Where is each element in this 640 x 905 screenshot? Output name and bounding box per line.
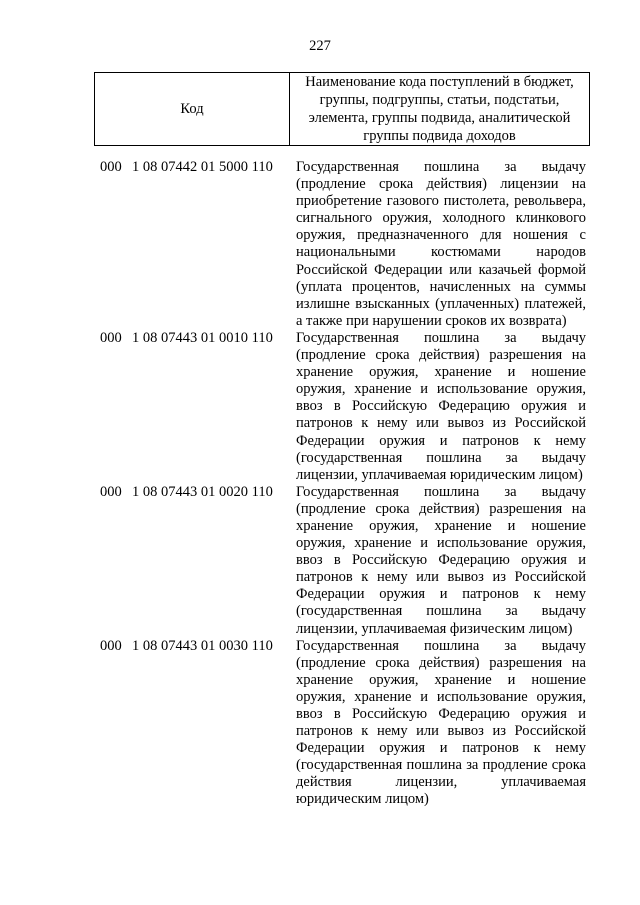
- header-row: [95, 73, 590, 146]
- description-line: Федерации оружия и патронов к нему: [296, 432, 586, 449]
- description-line: (государственная пошлина за выдачу: [296, 603, 586, 620]
- description-line: хранение оружия, хранение и ношение: [296, 671, 586, 688]
- table-body: [100, 159, 590, 809]
- description-line: Государственная пошлина за выдачу: [296, 329, 586, 346]
- description-line: национальными костюмами народов: [296, 244, 586, 261]
- revenue-code-cell: 1 08 07443 01 0020 110: [132, 483, 273, 500]
- description-cell: [296, 638, 586, 809]
- revenue-code-cell: 1 08 07442 01 5000 110: [132, 159, 273, 175]
- header-code-cell: Код: [95, 73, 290, 146]
- header-name-line: Наименование кода поступлений в бюджет,: [305, 74, 574, 90]
- description-line: (государственная пошлина за продление срока: [296, 757, 586, 774]
- admin-code-cell: 000: [100, 159, 122, 175]
- table-row: [100, 484, 590, 638]
- description-line: действия лицензии, уплачиваемая: [296, 774, 586, 791]
- description-line: излишне взысканных (уплаченных) платежей,: [296, 295, 586, 312]
- description-line: ввоз в Российскую Федерацию оружия и: [296, 398, 586, 415]
- description-line: (продление срока действия) разрешения на: [296, 654, 586, 671]
- header-name-line: группы подвида доходов: [363, 128, 516, 144]
- description-line: а также при нарушении сроков их возврата): [296, 312, 567, 329]
- description-line: (продление срока действия) разрешения на: [296, 500, 586, 517]
- description-line: оружия, предназначенного для ношения с: [296, 227, 586, 244]
- description-line: Российской Федерации или казачьей формой: [296, 261, 586, 278]
- description-cell: [296, 159, 586, 330]
- header-name-line: группы, подгруппы, статьи, подстатьи,: [319, 92, 560, 108]
- description-line: хранение оружия, хранение и ношение: [296, 517, 586, 534]
- description-line: (уплата процентов, начисленных на суммы: [296, 278, 586, 295]
- header-name-cell: [290, 73, 590, 146]
- description-line: лицензии, уплачиваемая юридическим лицом): [296, 466, 583, 483]
- table-row: [100, 638, 590, 809]
- admin-code-cell: 000: [100, 483, 122, 500]
- table-header: [94, 72, 590, 146]
- description-line: юридическим лицом): [296, 791, 429, 808]
- description-cell: [296, 330, 586, 484]
- description-line: лицензии, уплачиваемая физическим лицом): [296, 620, 573, 637]
- page-number: 227: [309, 38, 331, 54]
- description-cell: [296, 484, 586, 638]
- revenue-code-cell: 1 08 07443 01 0030 110: [132, 637, 273, 654]
- description-line: приобретение газового пистолета, револьвера,: [296, 193, 586, 210]
- description-line: Федерации оружия и патронов к нему: [296, 586, 586, 603]
- description-line: ввоз в Российскую Федерацию оружия и: [296, 552, 586, 569]
- description-line: патронов к нему или вывоз из Российской: [296, 723, 586, 740]
- description-line: Федерации оружия и патронов к нему: [296, 740, 586, 757]
- description-line: оружия, хранение и использование оружия,: [296, 381, 586, 398]
- description-line: патронов к нему или вывоз из Российской: [296, 415, 586, 432]
- admin-code-cell: 000: [100, 637, 122, 654]
- description-line: оружия, хранение и использование оружия,: [296, 535, 586, 552]
- revenue-code-cell: 1 08 07443 01 0010 110: [132, 329, 273, 346]
- admin-code-cell: 000: [100, 329, 122, 346]
- description-line: хранение оружия, хранение и ношение: [296, 364, 586, 381]
- description-line: Государственная пошлина за выдачу: [296, 637, 586, 654]
- table-row: [100, 330, 590, 484]
- description-line: оружия, хранение и использование оружия,: [296, 688, 586, 705]
- description-line: Государственная пошлина за выдачу: [296, 483, 586, 500]
- description-line: ввоз в Российскую Федерацию оружия и: [296, 706, 586, 722]
- description-line: (государственная пошлина за выдачу: [296, 449, 586, 466]
- header-name-line: элемента, группы подвида, аналитической: [308, 110, 571, 126]
- description-line: Государственная пошлина за выдачу: [296, 159, 586, 175]
- table-row: [100, 159, 590, 330]
- description-line: (продление срока действия) лицензии на: [296, 176, 586, 193]
- description-line: (продление срока действия) разрешения на: [296, 347, 586, 364]
- description-line: сигнального оружия, холодного клинкового: [296, 210, 586, 227]
- description-line: патронов к нему или вывоз из Российской: [296, 569, 586, 586]
